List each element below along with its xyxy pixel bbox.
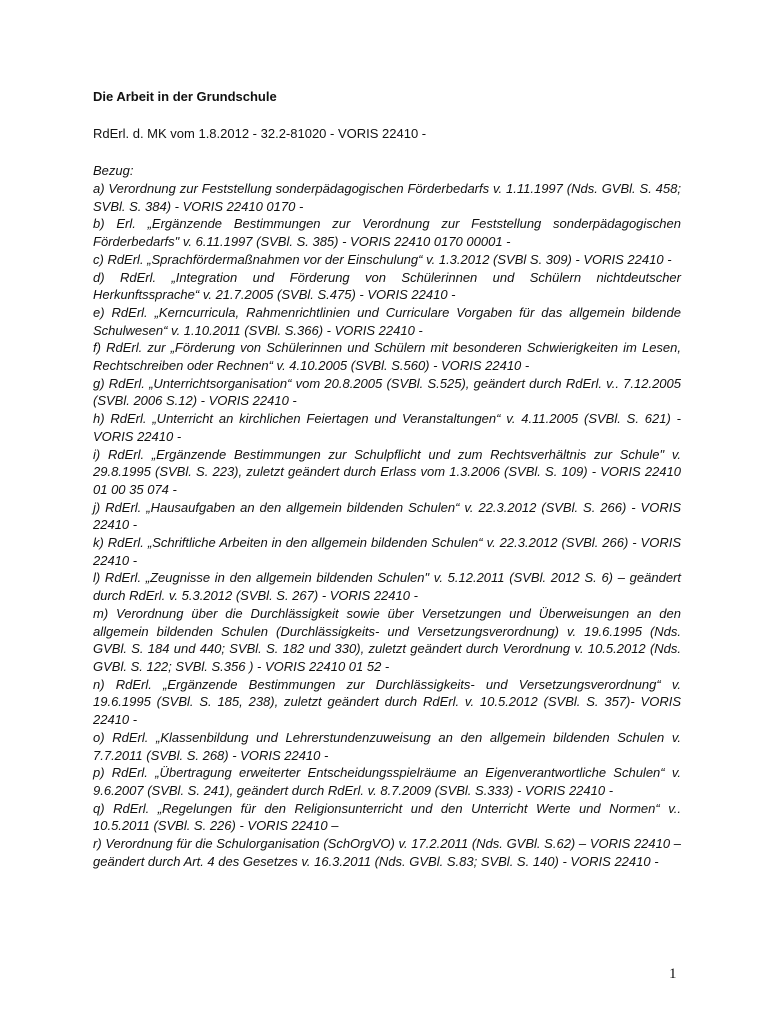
reference-item-b: b) Erl. „Ergänzende Bestimmungen zur Verordnung zur Feststellung sonderpädagogischen Förderbedarfs" v. 6.11.1997 (SVBl. S. 385) - VORIS 22410 0170 00001 - — [93, 216, 681, 250]
reference-item-i: i) RdErl. „Ergänzende Bestimmungen zur Schulpflicht und zum Rechtsverhältnis zur Schule" v. 29.8.1995 (SVBl. S. 223), zuletzt geändert durch Erlass vom 1.3.2006 (SVBl. S. 109) - VORIS 22410 01 00 35 074 - — [93, 446, 681, 497]
document-title: Die Arbeit in der Grundschule — [93, 89, 277, 104]
reference-item-a: a) Verordnung zur Feststellung sonderpädagogischen Förderbedarfs v. 1.11.1997 (Nds. GVBl. S. 458; SVBl. S. 384) - VORIS 22410 0170 - — [93, 181, 681, 214]
reference-item-p: p) RdErl. „Übertragung erweiterter Entscheidungsspielräume an Eigenverantwortliche Schulen“ v. 9.6.2007 (SVBl. S. 241), geändert durch RdErl. v. 8.7.2009 (SVBl. S.333) - VORIS 22410 - — [93, 765, 681, 798]
reference-item-l: l) RdErl. „Zeugnisse in den allgemein bildenden Schulen" v. 5.12.2011 (SVBl. 2012 S. 6) – geändert durch RdErl. v. 5.3.2012 (SVBl. S. 267) - VORIS 22410 - — [93, 570, 681, 604]
reference-item-c: c) RdErl. „Sprachfördermaßnahmen vor der Einschulung“ v. 1.3.2012 (SVBl S. 309) - VORIS 22410 - — [93, 251, 672, 267]
reference-item-g: g) RdErl. „Unterrichtsorganisation“ vom 20.8.2005 (SVBl. S.525), geändert durch RdErl. v.. 7.12.2005 (SVBl. 2006 S.12) - VORIS 22410 - — [93, 375, 681, 409]
document-page — [93, 80, 681, 870]
reference-item-d: d) RdErl. „Integration und Förderung von Schülerinnen und Schülern nichtdeutscher Herkunftssprache“ v. 21.7.2005 (SVBl. S.475) - VORIS 22410 - — [93, 269, 681, 303]
reference-item-f: f) RdErl. zur „Förderung von Schülerinnen und Schülern mit besonderen Schwierigkeiten im Lesen, Rechtschreiben oder Rechnen“ v. 4.10.2005 (SVBl. S.560) - VORIS 22410 - — [93, 340, 681, 374]
reference-item-h: h) RdErl. „Unterricht an kirchlichen Feiertagen und Veranstaltungen“ v. 4.11.2005 (SVBl. S. 621) - VORIS 22410 - — [93, 411, 681, 444]
bezug-label: Bezug: — [93, 163, 134, 178]
decree-reference: RdErl. d. MK vom 1.8.2012 - 32.2-81020 - VORIS 22410 - — [93, 126, 427, 141]
reference-item-e: e) RdErl. „Kerncurricula, Rahmenrichtlinien und Curriculare Vorgaben für das allgemein bildende Schulwesen“ v. 1.10.2011 (SVBl. S.366) - VORIS 22410 - — [93, 304, 681, 338]
page-number: 1 — [669, 966, 677, 982]
reference-item-j: j) RdErl. „Hausaufgaben an den allgemein bildenden Schulen“ v. 22.3.2012 (SVBl. S. 266) - VORIS 22410 - — [93, 499, 681, 533]
reference-list — [93, 180, 681, 870]
reference-item-m: m) Verordnung über die Durchlässigkeit sowie über Versetzungen und Überweisungen an den allgemein bildenden Schulen (Durchlässigkeits- und Versetzungsverordnung) v. 19.6.1995 (Nds. GVBl. S. 184 und 440; SVBl. S. 182 und 330), zuletzt geändert durch Verordnung v. 10.5.2012 (Nds. GVBl. S. 122; SVBl. S.356 ) - VORIS 22410 01 52 - — [93, 605, 681, 674]
reference-item-r: r) Verordnung für die Schulorganisation (SchOrgVO) v. 17.2.2011 (Nds. GVBl. S.62) – VORIS 22410 – geändert durch Art. 4 des Gesetzes v. 16.3.2011 (Nds. GVBl. S.83; SVBl. S. 140) - VORIS 22410 - — [93, 836, 681, 869]
reference-item-o: o) RdErl. „Klassenbildung und Lehrerstundenzuweisung an den allgemein bildenden Schulen v. 7.7.2011 (SVBl. S. 268) - VORIS 22410 - — [93, 729, 681, 763]
reference-item-q: q) RdErl. „Regelungen für den Religionsunterricht und den Unterricht Werte und Normen“ v.. 10.5.2011 (SVBl. S. 226) - VORIS 22410 – — [93, 800, 681, 834]
reference-item-k: k) RdErl. „Schriftliche Arbeiten in den allgemein bildenden Schulen“ v. 22.3.2012 (SVBl. 266) - VORIS 22410 - — [93, 535, 681, 568]
reference-item-n: n) RdErl. „Ergänzende Bestimmungen zur Durchlässigkeits- und Versetzungsverordnung“ v. 19.6.1995 (SVBl. S. 185, 238), zuletzt geändert durch RdErl. v. 10.5.2012 (SVBl. S. 357)- VORIS 22410 - — [93, 676, 681, 728]
